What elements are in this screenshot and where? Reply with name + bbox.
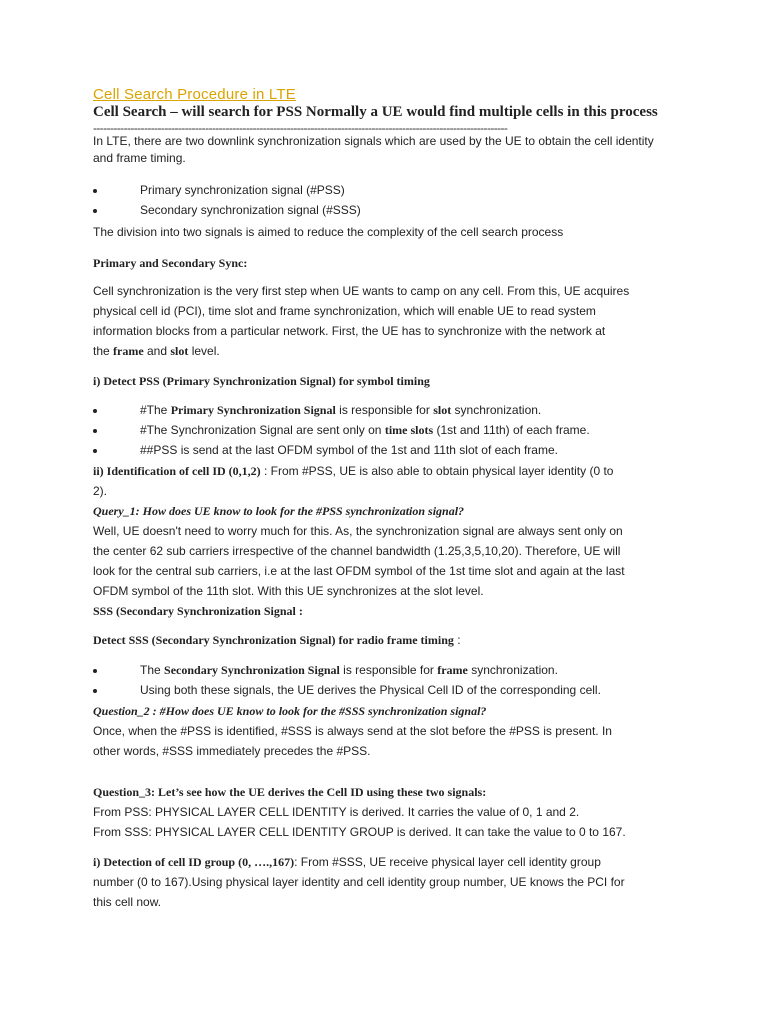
list-item-text: #The Primary Synchronization Signal is responsible for slot synchronization. — [140, 403, 542, 417]
list-item-text: Secondary synchronization signal (#SSS) — [140, 203, 361, 217]
list-item-text: Using both these signals, the UE derives the Physical Cell ID of the corresponding cell. — [140, 683, 601, 697]
sss-detect-heading: Detect SSS (Secondary Synchronization Signal) for radio frame timing : — [93, 633, 461, 647]
bullet-icon — [93, 689, 97, 693]
sync-paragraph — [93, 281, 673, 361]
page-subtitle: Cell Search – will search for PSS Normally a UE would find multiple cells in this process — [93, 104, 658, 120]
question-2-question: Question_2 : #How does UE know to look for the #SSS synchronization signal? — [93, 704, 487, 718]
cell-id-group-paragraph: i) Detection of cell ID group (0, ….,167): From #SSS, UE receive physical layer cell identity group number (0 to 167).Using physical layer identity and cell identity group number, UE knows the PCI for this cell now. — [93, 855, 625, 909]
question-3-question: Question_3: Let’s see how the UE derives the Cell ID using these two signals: — [93, 785, 487, 799]
cell-id-paragraph: ii) Identification of cell ID (0,1,2) : From #PSS, UE is also able to obtain physical layer identity (0 to 2). — [93, 464, 614, 498]
intro-paragraph: In LTE, there are two downlink synchronization signals which are used by the UE to obtain the cell identity and frame timing. — [93, 134, 654, 165]
query-1-question: Query_1: How does UE know to look for the #PSS synchronization signal? — [93, 504, 465, 518]
sync-heading: Primary and Secondary Sync: — [93, 256, 248, 270]
list-item-text: Primary synchronization signal (#PSS) — [140, 183, 345, 197]
division-text: The division into two signals is aimed to reduce the complexity of the cell search process — [93, 225, 564, 239]
list-item-text: The Secondary Synchronization Signal is responsible for frame synchronization. — [140, 663, 558, 677]
sync-line-2: physical cell id (PCI), time slot and frame synchronization, which will enable UE to read system — [93, 304, 596, 318]
bullet-icon — [93, 429, 97, 433]
question-3-block: Question_3: Let’s see how the UE derives the Cell ID using these two signals: From PSS: PHYSICAL LAYER CELL IDENTITY is derived. It carries the value of 0, 1 and 2. From SSS: PHYSICAL LAYER CELL IDENTITY GROUP is derived. It can take the value to 0 to 167. — [93, 782, 673, 842]
dashed-divider: -------------------------------------------------------------------------------------------------------------------------- — [93, 121, 508, 135]
cell-id-label: ii) Identification of cell ID (0,1,2) — [93, 464, 261, 478]
sss-heading: SSS (Secondary Synchronization Signal : — [93, 604, 303, 618]
list-item-text: #The Synchronization Signal are sent only on time slots (1st and 11th) of each frame. — [140, 423, 590, 437]
cell-id-group-label: i) Detection of cell ID group (0, ….,167) — [93, 855, 295, 869]
list-item-text: ##PSS is send at the last OFDM symbol of the 1st and 11th slot of each frame. — [140, 443, 558, 457]
sync-line-3: information blocks from a particular network. First, the UE has to synchronize with the network at — [93, 324, 606, 338]
bullet-icon — [93, 669, 97, 673]
pss-heading: i) Detect PSS (Primary Synchronization Signal) for symbol timing — [93, 374, 430, 388]
bullet-icon — [93, 449, 97, 453]
question-2-block: Question_2 : #How does UE know to look for the #SSS synchronization signal? Once, when the #PSS is identified, #SSS is always send at the slot before the #PSS is present. In other words, #SSS immediately precedes the #PSS. — [93, 701, 673, 761]
bullet-icon — [93, 409, 97, 413]
sync-line-4: the frame and slot level. — [93, 344, 220, 358]
query-1-block: Query_1: How does UE know to look for the #PSS synchronization signal? Well, UE doesn't need to worry much for this. As, the synchronization signal are always sent only on the center 62 sub carriers irrespective of the channel bandwidth (1.25,3,5,10,20). Therefore, UE will look for the central sub carriers, i.e at the last OFDM symbol of the 1st time slot and again at the last OFDM symbol of the 11th slot. With this UE synchronizes at the slot level. SSS (Secondary Synchronization Signal : — [93, 501, 673, 621]
bullet-icon — [93, 209, 97, 213]
sync-line-1: Cell synchronization is the very first step when UE wants to camp on any cell. From this, UE acquires — [93, 284, 630, 298]
bullet-icon — [93, 189, 97, 193]
page-title[interactable]: Cell Search Procedure in LTE — [93, 86, 296, 103]
